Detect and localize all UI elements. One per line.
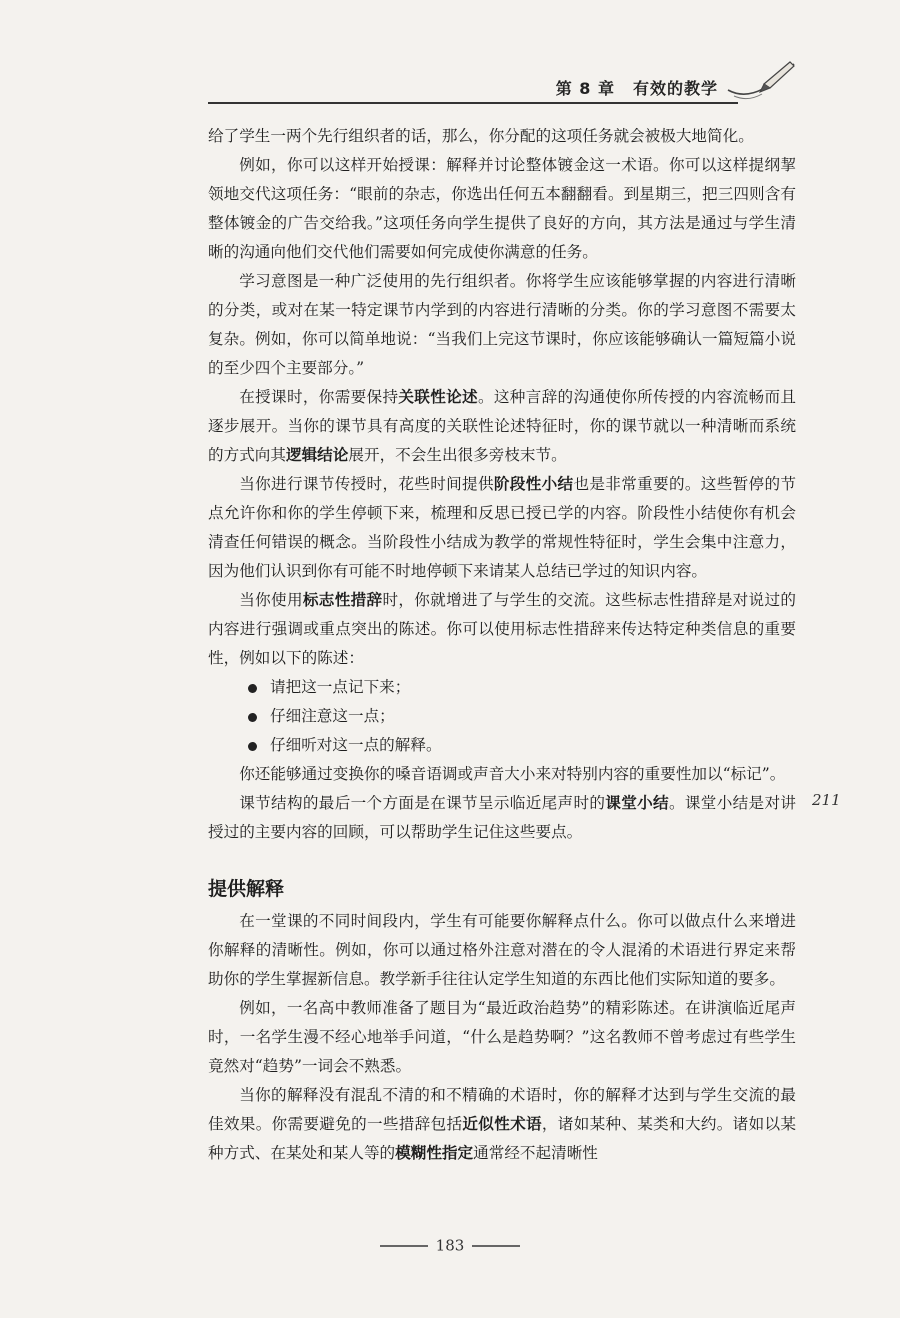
text: 课节结构的最后一个方面是在课节呈示临近尾声时的: [239, 794, 606, 812]
text: 。课堂小结是对讲授过的主要内容的回顾，可以帮助学生记住这些要点。: [208, 794, 796, 841]
bullet-list: [208, 673, 796, 760]
text: 也是非常重要的。这些暂停的节点允许你和你的学生停顿下来，梳理和反思已授已学的内容。阶段性小结使你有机会清查任何错误的概念。当阶段性小结成为教学的常规性特征时，学生会集中注意力，因为他们认识到你有可能不时地停顿下来请某人总结已学过的知识内容。: [208, 475, 796, 580]
key-term: 阶段性小结: [493, 475, 574, 493]
margin-page-number: 211: [812, 791, 841, 809]
paragraph-7: 你还能够通过变换你的嗓音语调或声音大小来对特别内容的重要性加以“标记”。: [239, 765, 786, 783]
running-header: [208, 70, 798, 100]
text: 通常经不起清晰性: [473, 1144, 598, 1162]
text: 展开，不会生出很多旁枝末节。: [348, 446, 567, 464]
section-heading: 提供解释: [208, 878, 285, 900]
page-footer: [0, 1235, 900, 1255]
key-term: 模糊性指定: [395, 1144, 474, 1162]
chapter-title: 有效的教学: [632, 79, 718, 98]
chapter-number: 第 8 章: [555, 79, 615, 98]
key-term: 逻辑结论: [285, 446, 349, 464]
text: 时，你就增进了与学生的交流。这些标志性措辞是对说过的内容进行强调或重点突出的陈述。你可以使用标志性措辞来传达特定种类信息的重要性，例如以下的陈述：: [208, 591, 796, 667]
key-term: 标志性措辞: [302, 591, 383, 609]
paragraph-9: 在一堂课的不同时间段内，学生有可能要你解释点什么。你可以做点什么来增进你解释的清晰性。例如，你可以通过格外注意对潜在的令人混淆的术语进行界定来帮助你的学生掌握新信息。教学新手往往认定学生知道的东西比他们实际知道的要多。: [208, 912, 796, 988]
paragraph-1: 给了学生一两个先行组织者的话，那么，你分配的这项任务就会被极大地简化。: [208, 127, 754, 145]
paragraph-3: 学习意图是一种广泛使用的先行组织者。你将学生应该能够掌握的内容进行清晰的分类，或对在某一特定课节内学到的内容进行清晰的分类。你的学习意图不需要太复杂。例如，你可以简单地说：“当我们上完这节课时，你应该能够确认一篇短篇小说的至少四个主要部分。”: [208, 272, 796, 377]
paragraph-11: [208, 1081, 796, 1168]
list-item: 请把这一点记下来；: [248, 673, 796, 702]
text: ，诸如某种、某类和大约。诸如以某种方式、在某处和某人等的: [208, 1115, 796, 1162]
text: 在授课时，你需要保持: [239, 388, 399, 406]
paragraph-8: [208, 789, 796, 847]
chapter-heading: [556, 76, 718, 99]
paragraph-2: 例如，你可以这样开始授课：解释并讨论整体镀金这一术语。你可以这样提纲挈领地交代这项任务：“眼前的杂志，你选出任何五本翻翻看。到星期三，把三四则含有整体镀金的广告交给我。”这项任务向学生提供了良好的方向，其方法是通过与学生清晰的沟通向他们交代他们需要如何完成使你满意的任务。: [208, 156, 796, 261]
page-number: 183: [435, 1236, 465, 1255]
pen-icon: [724, 56, 798, 106]
key-term: 近似性术语: [462, 1115, 542, 1133]
key-term: 课堂小结: [605, 794, 669, 812]
list-item: 仔细听对这一点的解释。: [248, 731, 796, 760]
paragraph-5: [208, 470, 796, 586]
footer-ornament: [472, 1245, 520, 1247]
list-item: 仔细注意这一点；: [248, 702, 796, 731]
text: 当你使用: [239, 591, 303, 609]
paragraph-10: 例如，一名高中教师准备了题目为“最近政治趋势”的精彩陈述。在讲演临近尾声时，一名学生漫不经心地举手问道，“什么是趋势啊？”这名教师不曾考虑过有些学生竟然对“趋势”一词会不熟悉。: [208, 999, 796, 1075]
text: 。这种言辞的沟通使你所传授的内容流畅而且逐步展开。当你的课节具有高度的关联性论述特征时，你的课节就以一种清晰而系统的方式向其: [208, 388, 796, 464]
text: 当你的解释没有混乱不清的和不精确的术语时，你的解释才达到与学生交流的最佳效果。你需要避免的一些措辞包括: [208, 1086, 796, 1133]
key-term: 关联性论述: [398, 388, 478, 406]
header-rule: [208, 102, 738, 104]
page-body: [208, 122, 796, 1168]
paragraph-6: [208, 586, 796, 673]
footer-ornament: [380, 1245, 428, 1247]
paragraph-4: [208, 383, 796, 470]
text: 当你进行课节传授时，花些时间提供: [239, 475, 494, 493]
